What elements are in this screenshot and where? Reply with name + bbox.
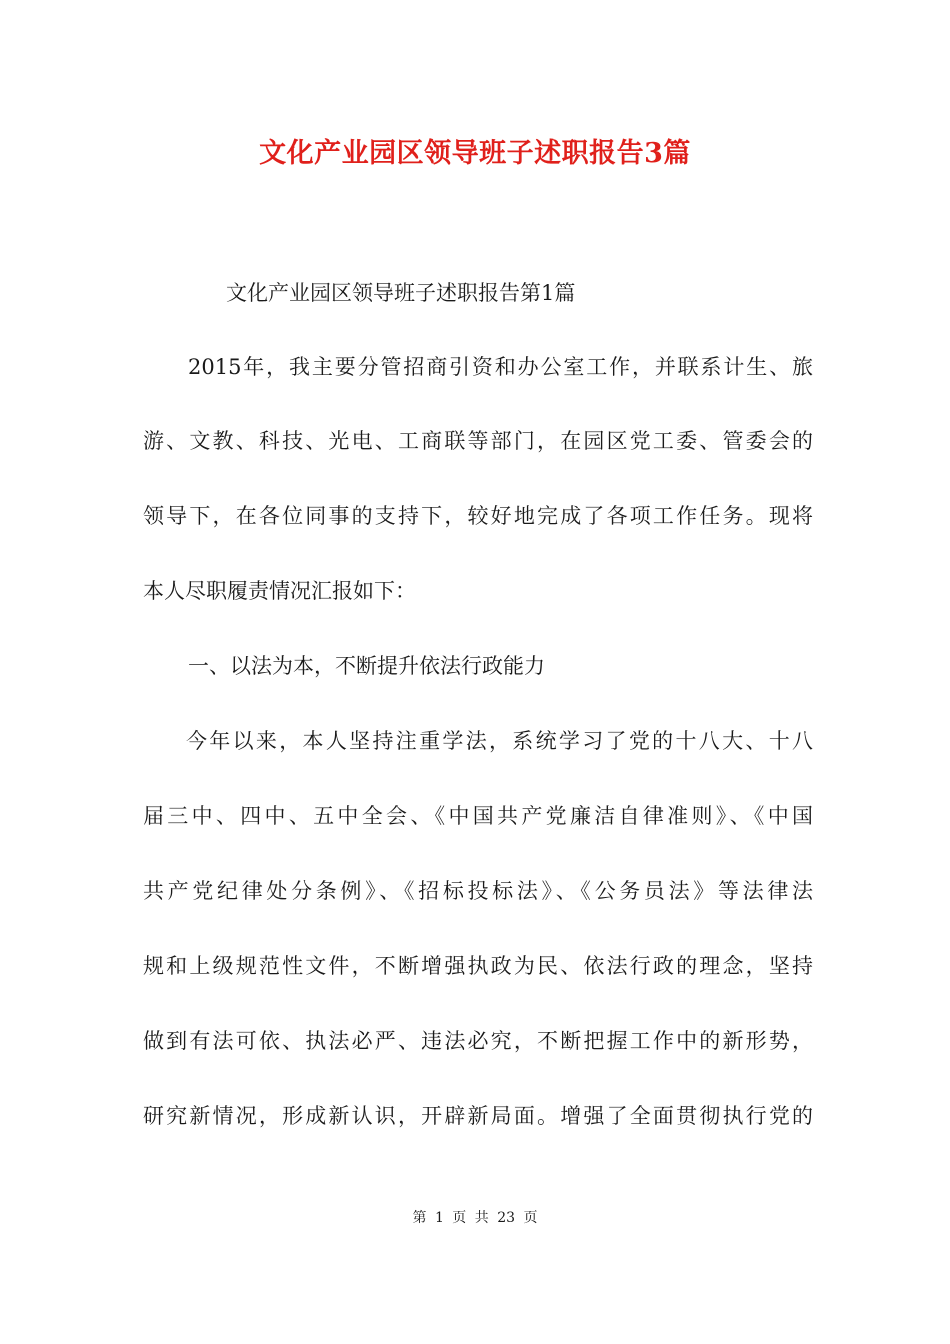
section-heading: 文化产业园区领导班子述职报告第1篇 — [226, 281, 576, 305]
paragraph-line: 规和上级规范性文件，不断增强执政为民、依法行政的理念，坚持 — [143, 954, 813, 978]
page-footer: 第 1 页 共 23 页 — [412, 1210, 538, 1226]
section-subheading: 一、以法为本，不断提升依法行政能力 — [188, 654, 545, 678]
paragraph-line: 游、文教、科技、光电、工商联等部门，在园区党工委、管委会的 — [143, 429, 813, 453]
paragraph-line: 2015年，我主要分管招商引资和办公室工作，并联系计生、旅 — [188, 355, 813, 379]
paragraph-line: 今年以来，本人坚持注重学法，系统学习了党的十八大、十八 — [186, 729, 813, 753]
paragraph-line: 本人尽职履责情况汇报如下： — [143, 579, 416, 603]
paragraph-line: 共产党纪律处分条例》、《招标投标法》、《公务员法》等法律法 — [143, 879, 813, 903]
paragraph-line: 领导下，在各位同事的支持下，较好地完成了各项工作任务。现将 — [143, 504, 813, 528]
paragraph-line: 做到有法可依、执法必严、违法必究，不断把握工作中的新形势， — [143, 1029, 813, 1053]
document-title: 文化产业园区领导班子述职报告3篇 — [259, 138, 691, 169]
paragraph-line: 研究新情况，形成新认识，开辟新局面。增强了全面贯彻执行党的 — [143, 1104, 813, 1128]
paragraph-line: 届三中、四中、五中全会、《中国共产党廉洁自律准则》、《中国 — [143, 804, 813, 828]
